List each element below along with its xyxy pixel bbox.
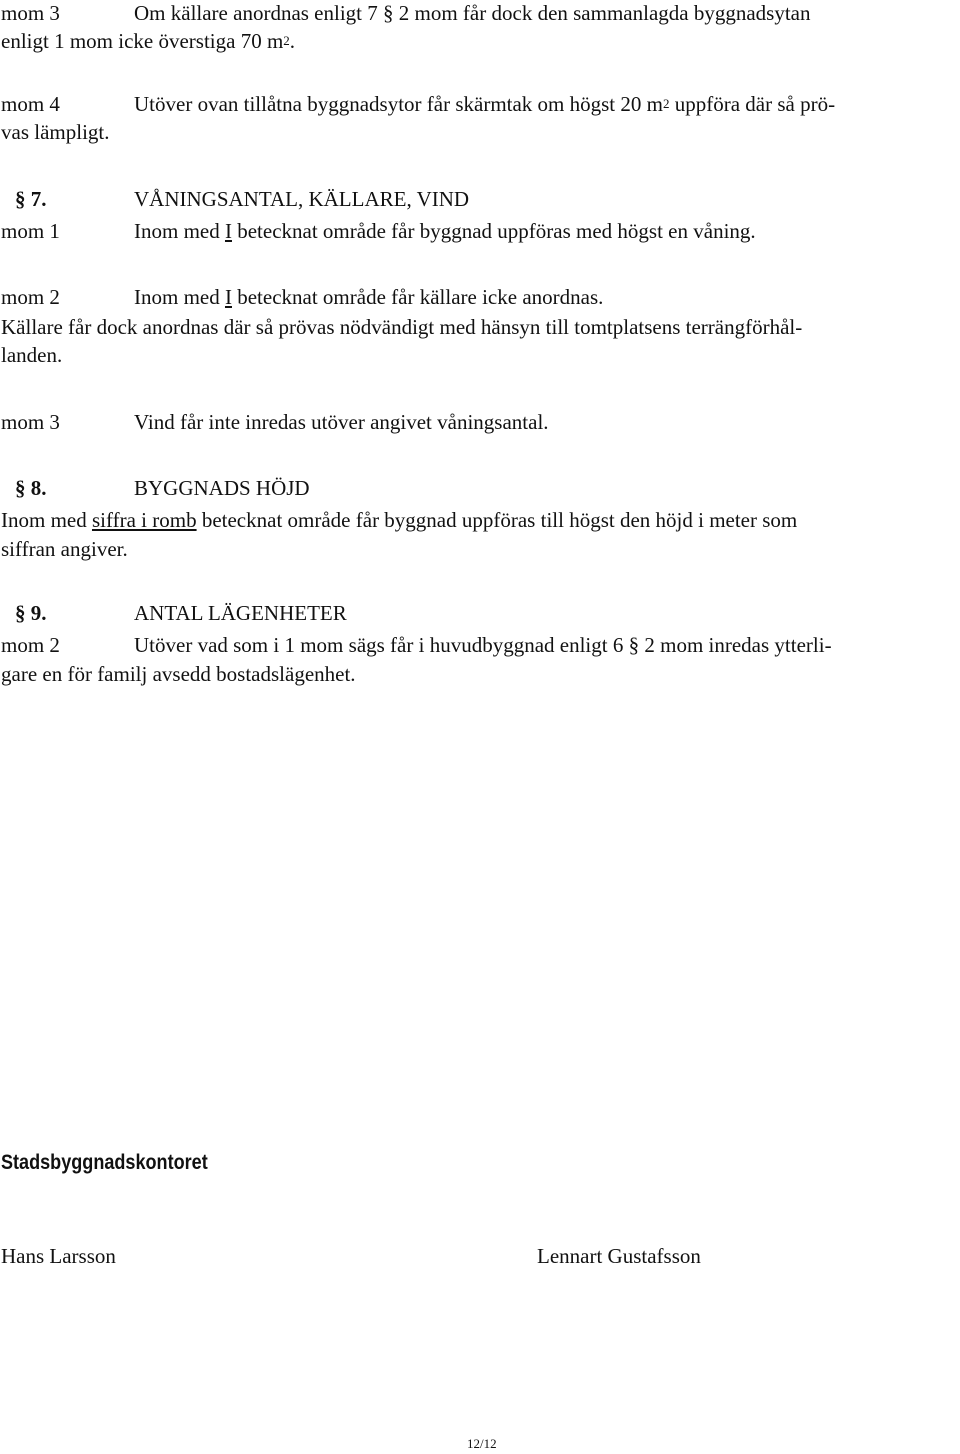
mom3-label: mom 3 xyxy=(1,1,60,25)
paragraph-sign-icon: § xyxy=(15,476,26,500)
s9-mom2-text: Utöver vad som i 1 mom sägs får i huvudbyggnad enligt 6 § 2 mom inredas ytterli- xyxy=(134,633,832,657)
organization-name: Stadsbyggnadskontoret xyxy=(1,1151,208,1174)
s7-mom2-text: Inom med I betecknat område får källare icke anordnas. xyxy=(134,285,604,309)
page-number: 12/12 xyxy=(467,1436,497,1451)
s7-mom1-text: Inom med I betecknat område får byggnad uppföras med högst en våning. xyxy=(134,219,756,243)
s8-text-line1: Inom med siffra i romb betecknat område får byggnad uppföras till högst den höjd i meter som xyxy=(1,508,798,532)
paragraph-sign-icon: § xyxy=(383,1,394,25)
s7-mom2-cont1: Källare får dock anordnas där så prövas nödvändigt med hänsyn till tomtplatsens terrängförhål- xyxy=(1,315,803,339)
section-8-heading: BYGGNADS HÖJD xyxy=(134,476,310,500)
mom3-text: Om källare anordnas enligt 7 § 2 mom får dock den sammanlagda byggnadsytan xyxy=(134,1,811,25)
mom4-text: Utöver ovan tillåtna byggnadsytor får skärmtak om högst 20 $m^2$ uppföra där så prö- xyxy=(134,92,836,116)
s9-mom2-cont: gare en för familj avsedd bostadslägenhet. xyxy=(1,662,356,686)
mom3-text-cont: enligt 1 mom icke överstiga 70 $m^2$. xyxy=(1,29,296,53)
s7-mom3-text: Vind får inte inredas utöver angivet våningsantal. xyxy=(134,410,549,434)
section-9-heading: ANTAL LÄGENHETER xyxy=(134,601,347,625)
s7-mom2-label: mom 2 xyxy=(1,285,60,309)
signer-left: Hans Larsson xyxy=(1,1244,116,1268)
paragraph-sign-icon: § xyxy=(15,601,26,625)
signer-right: Lennart Gustafsson xyxy=(537,1244,701,1268)
mom4-text-cont: vas lämpligt. xyxy=(1,120,110,144)
paragraph-sign-icon: § xyxy=(628,633,640,657)
section-9-number: § 9. xyxy=(15,601,47,625)
mom4-label: mom 4 xyxy=(1,92,60,116)
section-8-number: § 8. xyxy=(15,476,47,500)
s7-mom3-label: mom 3 xyxy=(1,410,60,434)
paragraph-sign-icon: § xyxy=(15,187,26,211)
s7-mom2-cont2: landen. xyxy=(1,343,63,367)
section-7-heading: VÅNINGSANTAL, KÄLLARE, VIND xyxy=(134,187,470,211)
s8-text-line2: siffran angiver. xyxy=(1,537,128,561)
s7-mom1-label: mom 1 xyxy=(1,219,60,243)
s9-mom2-label: mom 2 xyxy=(1,633,60,657)
section-7-number: § 7. xyxy=(15,187,47,211)
